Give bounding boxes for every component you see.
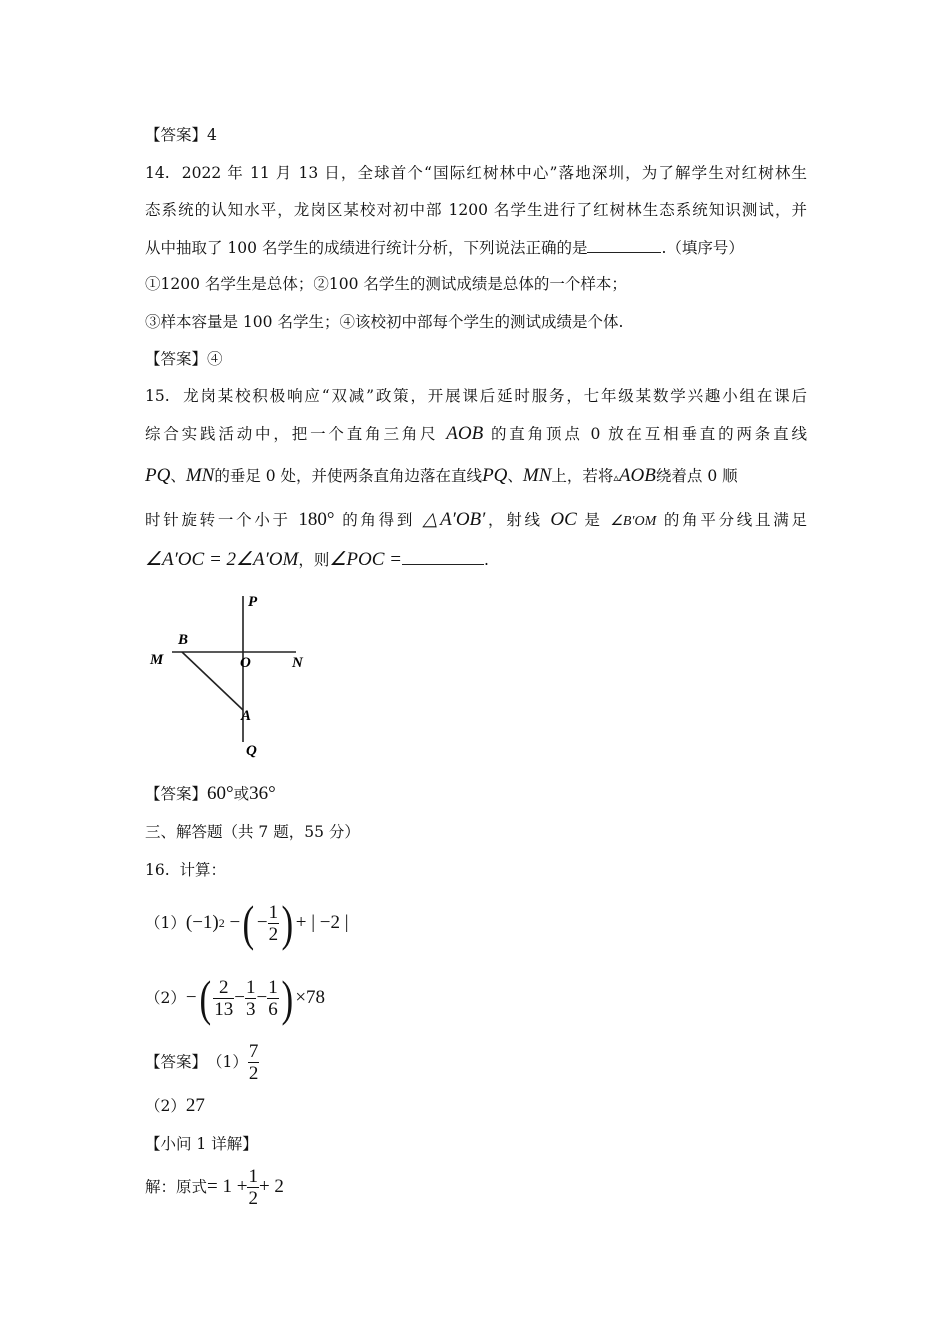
label-p: P: [248, 594, 258, 610]
q16-solution-expression: = 1 + $\frac{1}{2}$ + 2: [207, 1165, 284, 1209]
fraction-1-3: $\frac{1}{3}$: [245, 976, 256, 1020]
section-3-heading: 三、解答题（共 7 题，55 分）: [145, 823, 360, 841]
q14-answer: 【答案】④: [145, 350, 223, 368]
fraction-2-13: $\frac{2}{13}$: [214, 976, 234, 1020]
fraction-seven-halves: $\frac{7}{2}$: [248, 1040, 259, 1084]
q15-line4: 时针旋转一个小于 180° 的角得到 △A′OB′，射线 OC 是 ∠B′OM 的角平分线且满足: [145, 509, 807, 530]
q15-line2: 综合实践活动中，把一个直角三角尺 AOB 的直角顶点 0 放在互相垂直的两条直线: [145, 423, 807, 444]
q16-answer-part1: 【答案】 （1） $\frac{7}{2}$: [145, 1040, 259, 1084]
label-n: N: [292, 655, 303, 671]
q15-geometry-diagram: [140, 588, 330, 760]
label-a: A: [241, 708, 252, 724]
q14-option-line2: ③样本容量是 100 名学生；④该校初中部每个学生的测试成绩是个体.: [145, 313, 624, 331]
label-q: Q: [246, 743, 257, 759]
q15-line5: ∠A′OC = 2∠A′OM，则∠POC = .: [145, 549, 489, 570]
q16-heading: 16. 计算：: [145, 861, 227, 879]
q14-option-line1: ①1200 名学生是总体；②100 名学生的测试成绩是总体的一个样本；: [145, 275, 627, 293]
q14-answer-blank[interactable]: [587, 236, 661, 253]
q15-answer: 【答案】60°或36°: [145, 783, 276, 804]
q15-line1: 15. 龙岗某校积极响应“双减”政策，开展课后延时服务，七年级某数学兴趣小组在课后: [145, 387, 807, 405]
q16-detail-heading: 【小问 1 详解】: [145, 1135, 258, 1153]
label-o: O: [240, 655, 251, 671]
fraction-sol-one-half: $\frac{1}{2}$: [248, 1165, 258, 1209]
q16-part2-expression: − ( $\frac{2}{13}$ − $\frac{1}{3}$ − $\frac{1}{6}$ ) ×78: [185, 970, 326, 1026]
q16-part2: （2） − ( $\frac{2}{13}$ − $\frac{1}{3}$ − $\frac{1}{6}$ ) ×78: [145, 970, 326, 1026]
q14-line3: 从中抽取了 100 名学生的成绩进行统计分析，下列说法正确的是 .（填序号）: [145, 236, 744, 259]
segment-ba: [182, 652, 243, 710]
fraction-one-half: $\frac{1}{2}$: [268, 901, 279, 945]
q15-answer-blank[interactable]: [402, 548, 484, 565]
q16-part1-expression: (−1) 2 − ( − $\frac{1}{2}$ ) + | −2 |: [185, 895, 349, 951]
q14-line1: 14. 2022 年 11 月 13 日，全球首个“国际红树林中心”落地深圳，为了解学生对红树林生: [145, 164, 807, 182]
q13-answer: 【答案】4: [145, 126, 217, 144]
q16-part1: （1） (−1) 2 − ( − $\frac{1}{2}$ ) + | −2 |: [145, 895, 349, 951]
fraction-1-6: $\frac{1}{6}$: [268, 976, 278, 1020]
q16-answer-part2: （2）27: [145, 1095, 205, 1116]
q14-line2: 态系统的认知水平，龙岗区某校对初中部 1200 名学生进行了红树林生态系统知识测试，并: [145, 201, 807, 219]
q16-solution: 解：原式 = 1 + $\frac{1}{2}$ + 2: [145, 1165, 284, 1209]
q15-line3: PQ、MN的垂足 0 处，并使两条直角边落在直线PQ、MN上，若将▵AOB绕着点 0 顺: [145, 465, 738, 486]
label-m: M: [150, 652, 164, 668]
label-b: B: [178, 632, 189, 648]
